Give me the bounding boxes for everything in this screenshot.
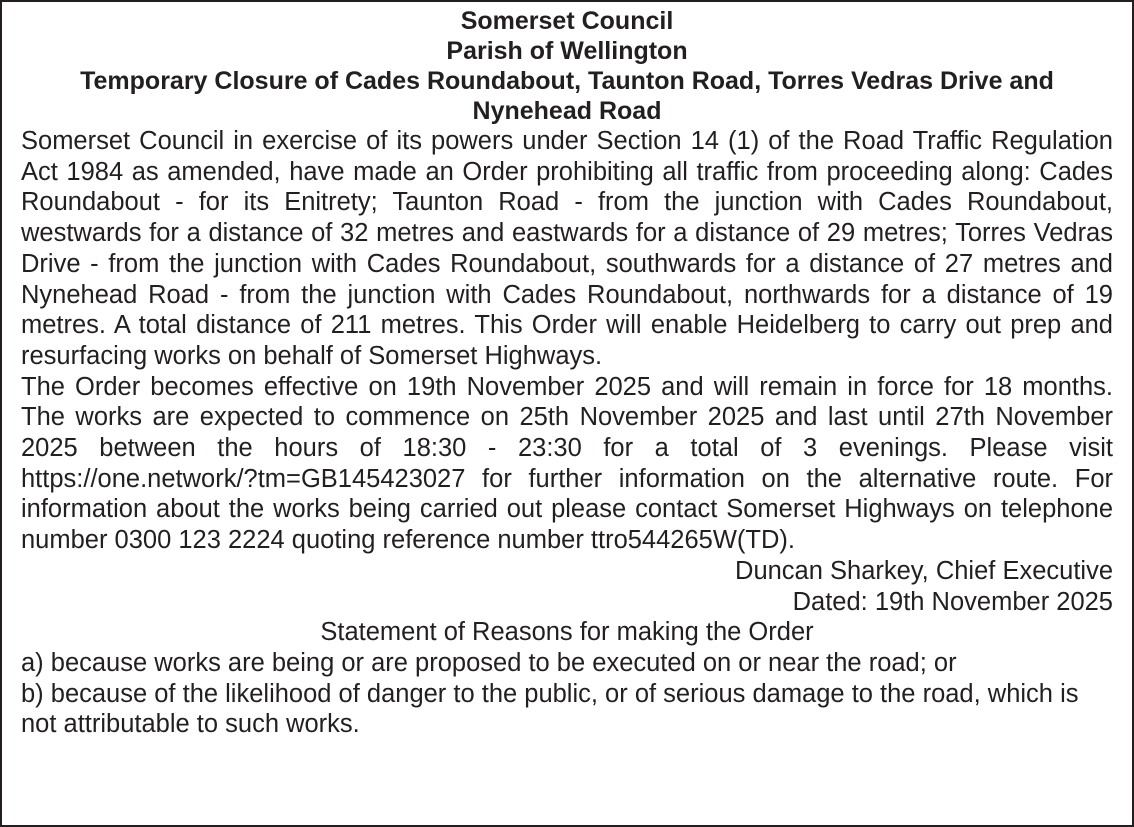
reason-b: b) because of the likelihood of danger to the public, or of serious damage to the road, which is not attributable to such works. [21,679,1079,739]
reasons-heading: Statement of Reasons for making the Order [320,618,814,647]
reason-a: a) because works are being or are proposed to be executed on or near the road; or [21,648,957,677]
notice-title: Temporary Closure of Cades Roundabout, Taunton Road, Torres Vedras Drive and Nynehead Road [80,67,1054,125]
parish-name: Parish of Wellington [446,37,688,65]
council-name: Somerset Council [460,7,674,35]
order-details-paragraph: Somerset Council in exercise of its powers under Section 14 (1) of the Road Traffic Regulation Act 1984 as amended, have made an Order prohibiting all traffic from proceeding along: Cades Roundabout - for its Enitrety; Taunton Road - from the junction with Cades Roundabout, westwards for a distance of 32 metres and eastwards for a distance of 29 metres; Torres Vedras Drive - from the junction with Cades Roundabout, southwards for a distance of 27 metres and Nynehead Road - from the junction with Cades Roundabout, northwards for a distance of 19 metres. A total distance of 211 metres. This Order will enable Heidelberg to carry out prep and resurfacing works on behalf of Somerset Highways. [21,127,1113,370]
signatory: Duncan Sharkey, Chief Executive [735,556,1113,585]
date-line: Dated: 19th November 2025 [792,587,1113,616]
effective-dates-paragraph: The Order becomes effective on 19th November 2025 and will remain in force for 18 months. The works are expected to commence on 25th November 2025 and last until 27th November 2025 between the hours of 18:30 - 23:30 for a total of 3 evenings. Please visit https://one.network/?tm=GB145423027 for further information on the alternative route. For information about the works being carried out please contact Somerset Highways on telephone number 0300 123 2224 quoting reference number ttro544265W(TD). [21,372,1113,555]
